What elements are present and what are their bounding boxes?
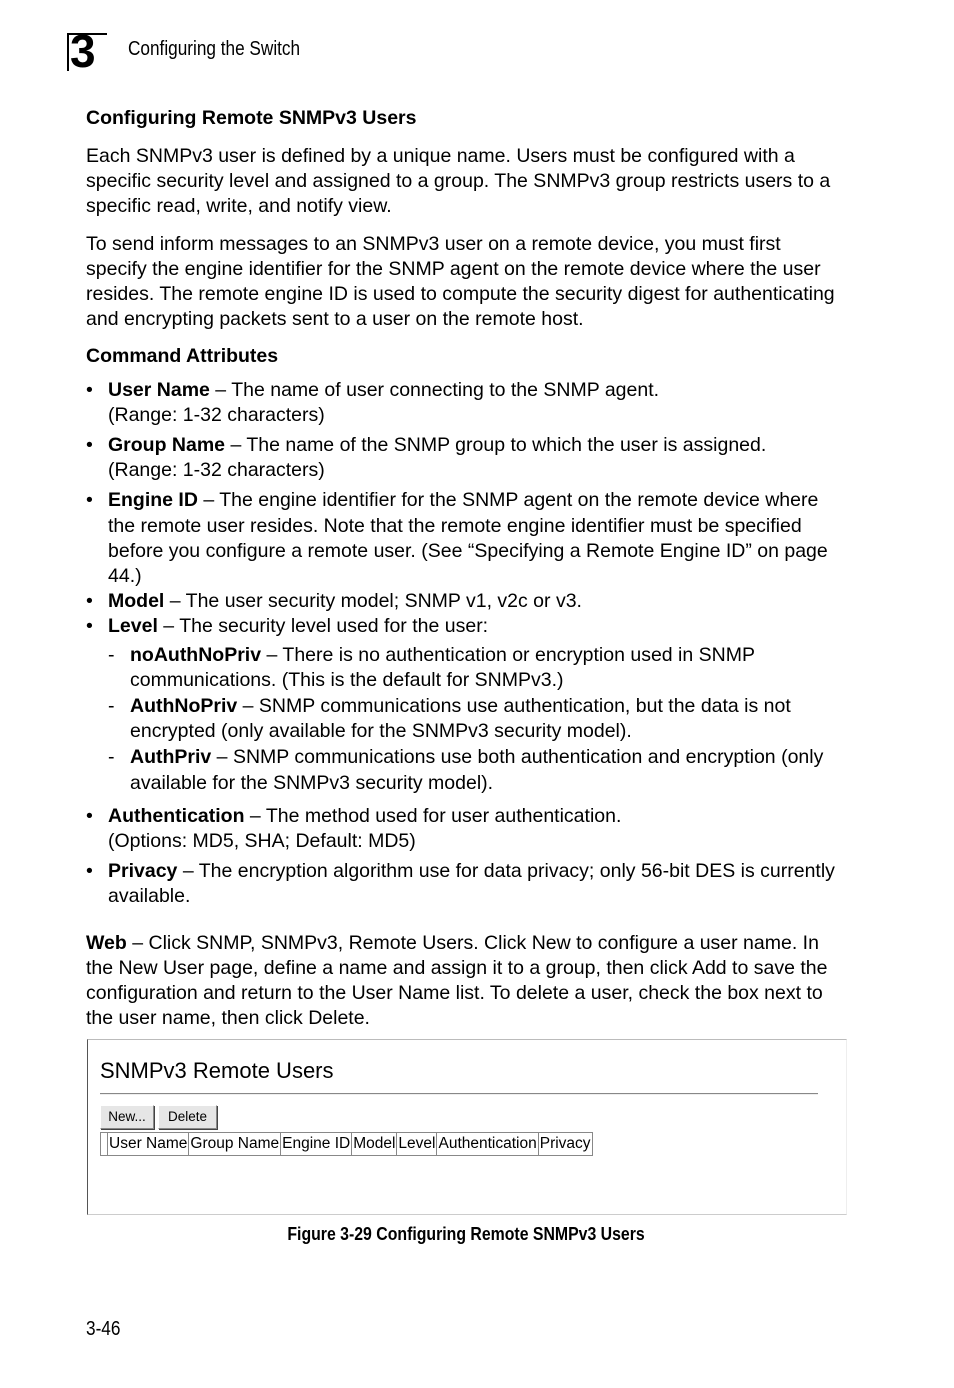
figure-divider — [100, 1093, 818, 1095]
running-title: Configuring the Switch — [128, 38, 301, 60]
attribute-text: – The name of user connecting to the SNMP agent. — [209, 378, 660, 401]
web-instructions — [86, 931, 846, 1032]
remote-users-table — [100, 1132, 593, 1156]
level-authpriv — [108, 745, 846, 795]
column-header: Privacy — [538, 1133, 592, 1156]
attribute-text: – The name of the SNMP group to which the user is assigned. — [225, 434, 767, 457]
column-header: Model — [352, 1133, 397, 1156]
attribute-text: – The user security model; SNMP v1, v2c or v3. — [164, 590, 582, 613]
level-noauthnopriv — [108, 643, 846, 693]
attribute-level — [86, 614, 846, 795]
level-term: noAuthNoPriv — [130, 643, 262, 666]
attribute-text: – The engine identifier for the SNMP agent on the remote device where the remote user resides. Note that the remote engine identifier must be specified before you configure a remote user. (See “Specifying a Remote Engine ID” on page 44.) — [108, 489, 828, 588]
chapter-number: 3 — [70, 25, 96, 77]
attributes-heading: Command Attributes — [86, 345, 279, 368]
paragraph-intro: Each SNMPv3 user is defined by a unique name. Users must be configured with a specific security level and assigned to a group. The SNMPv3 group restricts users to a specific read, write, and notify view. — [86, 145, 831, 218]
checkbox-column-header — [101, 1133, 108, 1156]
column-header: Level — [397, 1133, 437, 1156]
attribute-term: Privacy — [108, 860, 178, 883]
delete-button[interactable]: Delete — [158, 1105, 217, 1129]
attribute-options: (Options: MD5, SHA; Default: MD5) — [108, 830, 416, 853]
column-header: Authentication — [437, 1133, 538, 1156]
column-header: Group Name — [189, 1133, 281, 1156]
level-text: – SNMP communications use authentication, but the data is not encrypted (only available for the SNMPv3 security model). — [130, 695, 791, 743]
attribute-text: – The method used for user authentication. — [244, 804, 622, 827]
web-label: Web — [86, 931, 127, 954]
level-authnopriv — [108, 694, 846, 744]
web-text: – Click SNMP, SNMPv3, Remote Users. Click New to configure a user name. In the New User page, define a name and assign it to a group, then click Add to save the configuration and return to the User Name list. To delete a user, check the box next to the user name, then click Delete. — [86, 931, 828, 1030]
attribute-term: Model — [108, 590, 165, 613]
new-button[interactable]: New... — [100, 1105, 154, 1129]
level-term: AuthNoPriv — [130, 695, 238, 718]
level-text: – There is no authentication or encryption used in SNMP communications. (This is the default for SNMPv3.) — [130, 643, 755, 691]
attribute-authentication — [86, 804, 846, 854]
attribute-range: (Range: 1-32 characters) — [108, 403, 325, 426]
attribute-term: Authentication — [108, 804, 245, 827]
figure-caption-text: Figure 3-29 Configuring Remote SNMPv3 Users — [287, 1224, 645, 1244]
table-header-row — [101, 1133, 593, 1156]
level-term: AuthPriv — [130, 746, 212, 769]
attribute-group-name — [86, 433, 846, 483]
attribute-text: – The encryption algorithm use for data privacy; only 56-bit DES is currently available. — [108, 860, 835, 908]
attribute-privacy — [86, 859, 846, 909]
figure-title: SNMPv3 Remote Users — [100, 1058, 334, 1083]
section-title: Configuring Remote SNMPv3 Users — [86, 107, 417, 129]
attribute-text: – The security level used for the user: — [157, 615, 489, 638]
attribute-term: Level — [108, 615, 158, 638]
attribute-term: Engine ID — [108, 489, 198, 512]
attribute-model — [86, 589, 846, 614]
attribute-term: User Name — [108, 378, 210, 401]
figure-caption — [0, 1224, 932, 1245]
figure-screenshot — [87, 1039, 847, 1215]
attribute-user-name — [86, 378, 846, 428]
level-text: – SNMP communications use both authentication and encryption (only available for the SNMPv3 security model). — [130, 746, 824, 794]
paragraph-inform: To send inform messages to an SNMPv3 user on a remote device, you must first specify the engine identifier for the SNMP agent on the remote device where the user resides. The remote engine ID is used to compute the security digest for authenticating and encrypting packets sent to a user on the remote host. — [86, 232, 835, 331]
attribute-engine-id — [86, 488, 846, 589]
page-number: 3-46 — [86, 1318, 121, 1340]
main-content — [86, 105, 846, 1044]
attributes-list — [86, 378, 846, 910]
column-header: Engine ID — [281, 1133, 352, 1156]
attribute-range: (Range: 1-32 characters) — [108, 459, 325, 482]
column-header: User Name — [108, 1133, 189, 1156]
attribute-term: Group Name — [108, 434, 226, 457]
level-list — [108, 643, 846, 796]
